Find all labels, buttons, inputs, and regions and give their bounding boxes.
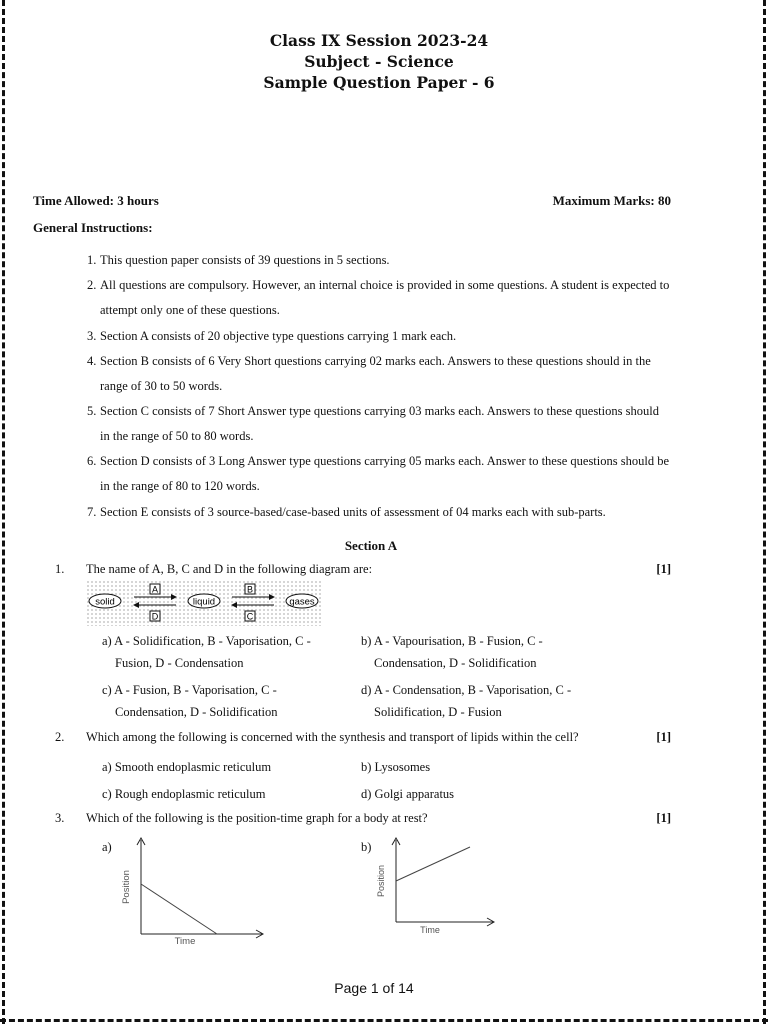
gases-label: gases: [289, 596, 315, 608]
q3-option-b-label[interactable]: b): [361, 840, 372, 854]
q2-option-d[interactable]: d) Golgi apparatus: [361, 787, 455, 801]
solid-label: solid: [95, 596, 115, 608]
q2-option-b[interactable]: b) Lysosomes: [361, 760, 431, 774]
header-paper-title: Sample Question Paper - 6: [263, 73, 495, 92]
page-border-right: [763, 0, 766, 1024]
q1-option-d[interactable]: d) A - Condensation, B - Vaporisation, C - Solidification, D - Fusion: [361, 683, 572, 719]
instruction-item: 6. Section D consists of 3 Long Answer type questions carrying 05 marks each. Answer to these questions should be in the range of 80 to 120 words.: [87, 454, 670, 493]
page-border-bottom: [0, 1019, 768, 1022]
paper-header: [0, 30, 768, 93]
instruction-item: 2. All questions are compulsory. However, an internal choice is provided in some questions. A student is expected to attempt only one of these questions.: [87, 278, 670, 317]
q1-option-a[interactable]: a) A - Solidification, B - Vaporisation, C - Fusion, D - Condensation: [102, 634, 311, 670]
graph-b-line: [396, 847, 470, 881]
q1-option-c[interactable]: c) A - Fusion, B - Vaporisation, C - Condensation, D - Solidification: [102, 683, 278, 719]
instruction-item: 5. Section C consists of 7 Short Answer type questions carrying 03 marks each. Answers to these questions should in the range of 50 to 80 words.: [87, 404, 659, 443]
graph-a-xlabel: Time: [174, 936, 196, 947]
instruction-item: 4. Section B consists of 6 Very Short questions carrying 02 marks each. Answers to these questions should in the range of 30 to 50 words.: [87, 354, 651, 393]
q1-option-b[interactable]: b) A - Vapourisation, B - Fusion, C - Condensation, D - Solidification: [361, 634, 543, 670]
maximum-marks: Maximum Marks: 80: [552, 193, 671, 208]
instruction-item: 1. This question paper consists of 39 questions in 5 sections.: [87, 253, 390, 267]
section-a-heading: Section A: [344, 538, 398, 553]
graph-a-line: [141, 884, 217, 934]
question-marks: [1]: [656, 811, 671, 825]
graph-b-xlabel: Time: [420, 925, 440, 935]
question-number: 1.: [55, 562, 65, 576]
q3-graph-b: [372, 834, 527, 944]
instruction-item: 7. Section E consists of 3 source-based/case-based units of assessment of 04 marks each with sub-parts.: [87, 505, 606, 519]
label-d: D: [151, 611, 159, 622]
header-class-session: Class IX Session 2023-24: [269, 31, 489, 50]
question-marks: [1]: [656, 562, 671, 576]
q3-option-a-label[interactable]: a): [102, 840, 112, 854]
states-of-matter-diagram: [86, 580, 322, 626]
page-border-left: [2, 0, 5, 1024]
instructions-list: [87, 247, 671, 525]
instruction-item: 3. Section A consists of 20 objective type questions carrying 1 mark each.: [87, 329, 457, 343]
general-instructions-heading: General Instructions:: [33, 220, 153, 235]
exam-meta: [33, 193, 671, 209]
time-allowed: Time Allowed: 3 hours: [33, 193, 159, 208]
question-number: 2.: [55, 730, 65, 744]
label-b: B: [246, 584, 254, 595]
liquid-label: liquid: [192, 596, 216, 608]
question-text: Which of the following is the position-time graph for a body at rest?: [86, 811, 428, 825]
q3-graph-a: [115, 834, 270, 949]
page-footer: Page 1 of 14: [334, 980, 414, 996]
graph-a-ylabel: Position: [121, 870, 132, 904]
graph-b-ylabel: Position: [376, 864, 386, 898]
header-subject: Subject - Science: [304, 52, 454, 71]
question-marks: [1]: [656, 730, 671, 744]
question-number: 3.: [55, 811, 65, 825]
states-diagram-svg: [86, 580, 322, 626]
q2-option-a[interactable]: a) Smooth endoplasmic reticulum: [102, 760, 272, 774]
q2-option-c[interactable]: c) Rough endoplasmic reticulum: [102, 787, 266, 801]
label-a: A: [151, 584, 159, 595]
question-text: Which among the following is concerned with the synthesis and transport of lipids within the cell?: [86, 730, 579, 744]
question-text: The name of A, B, C and D in the following diagram are:: [86, 562, 373, 576]
label-c: C: [246, 611, 254, 622]
